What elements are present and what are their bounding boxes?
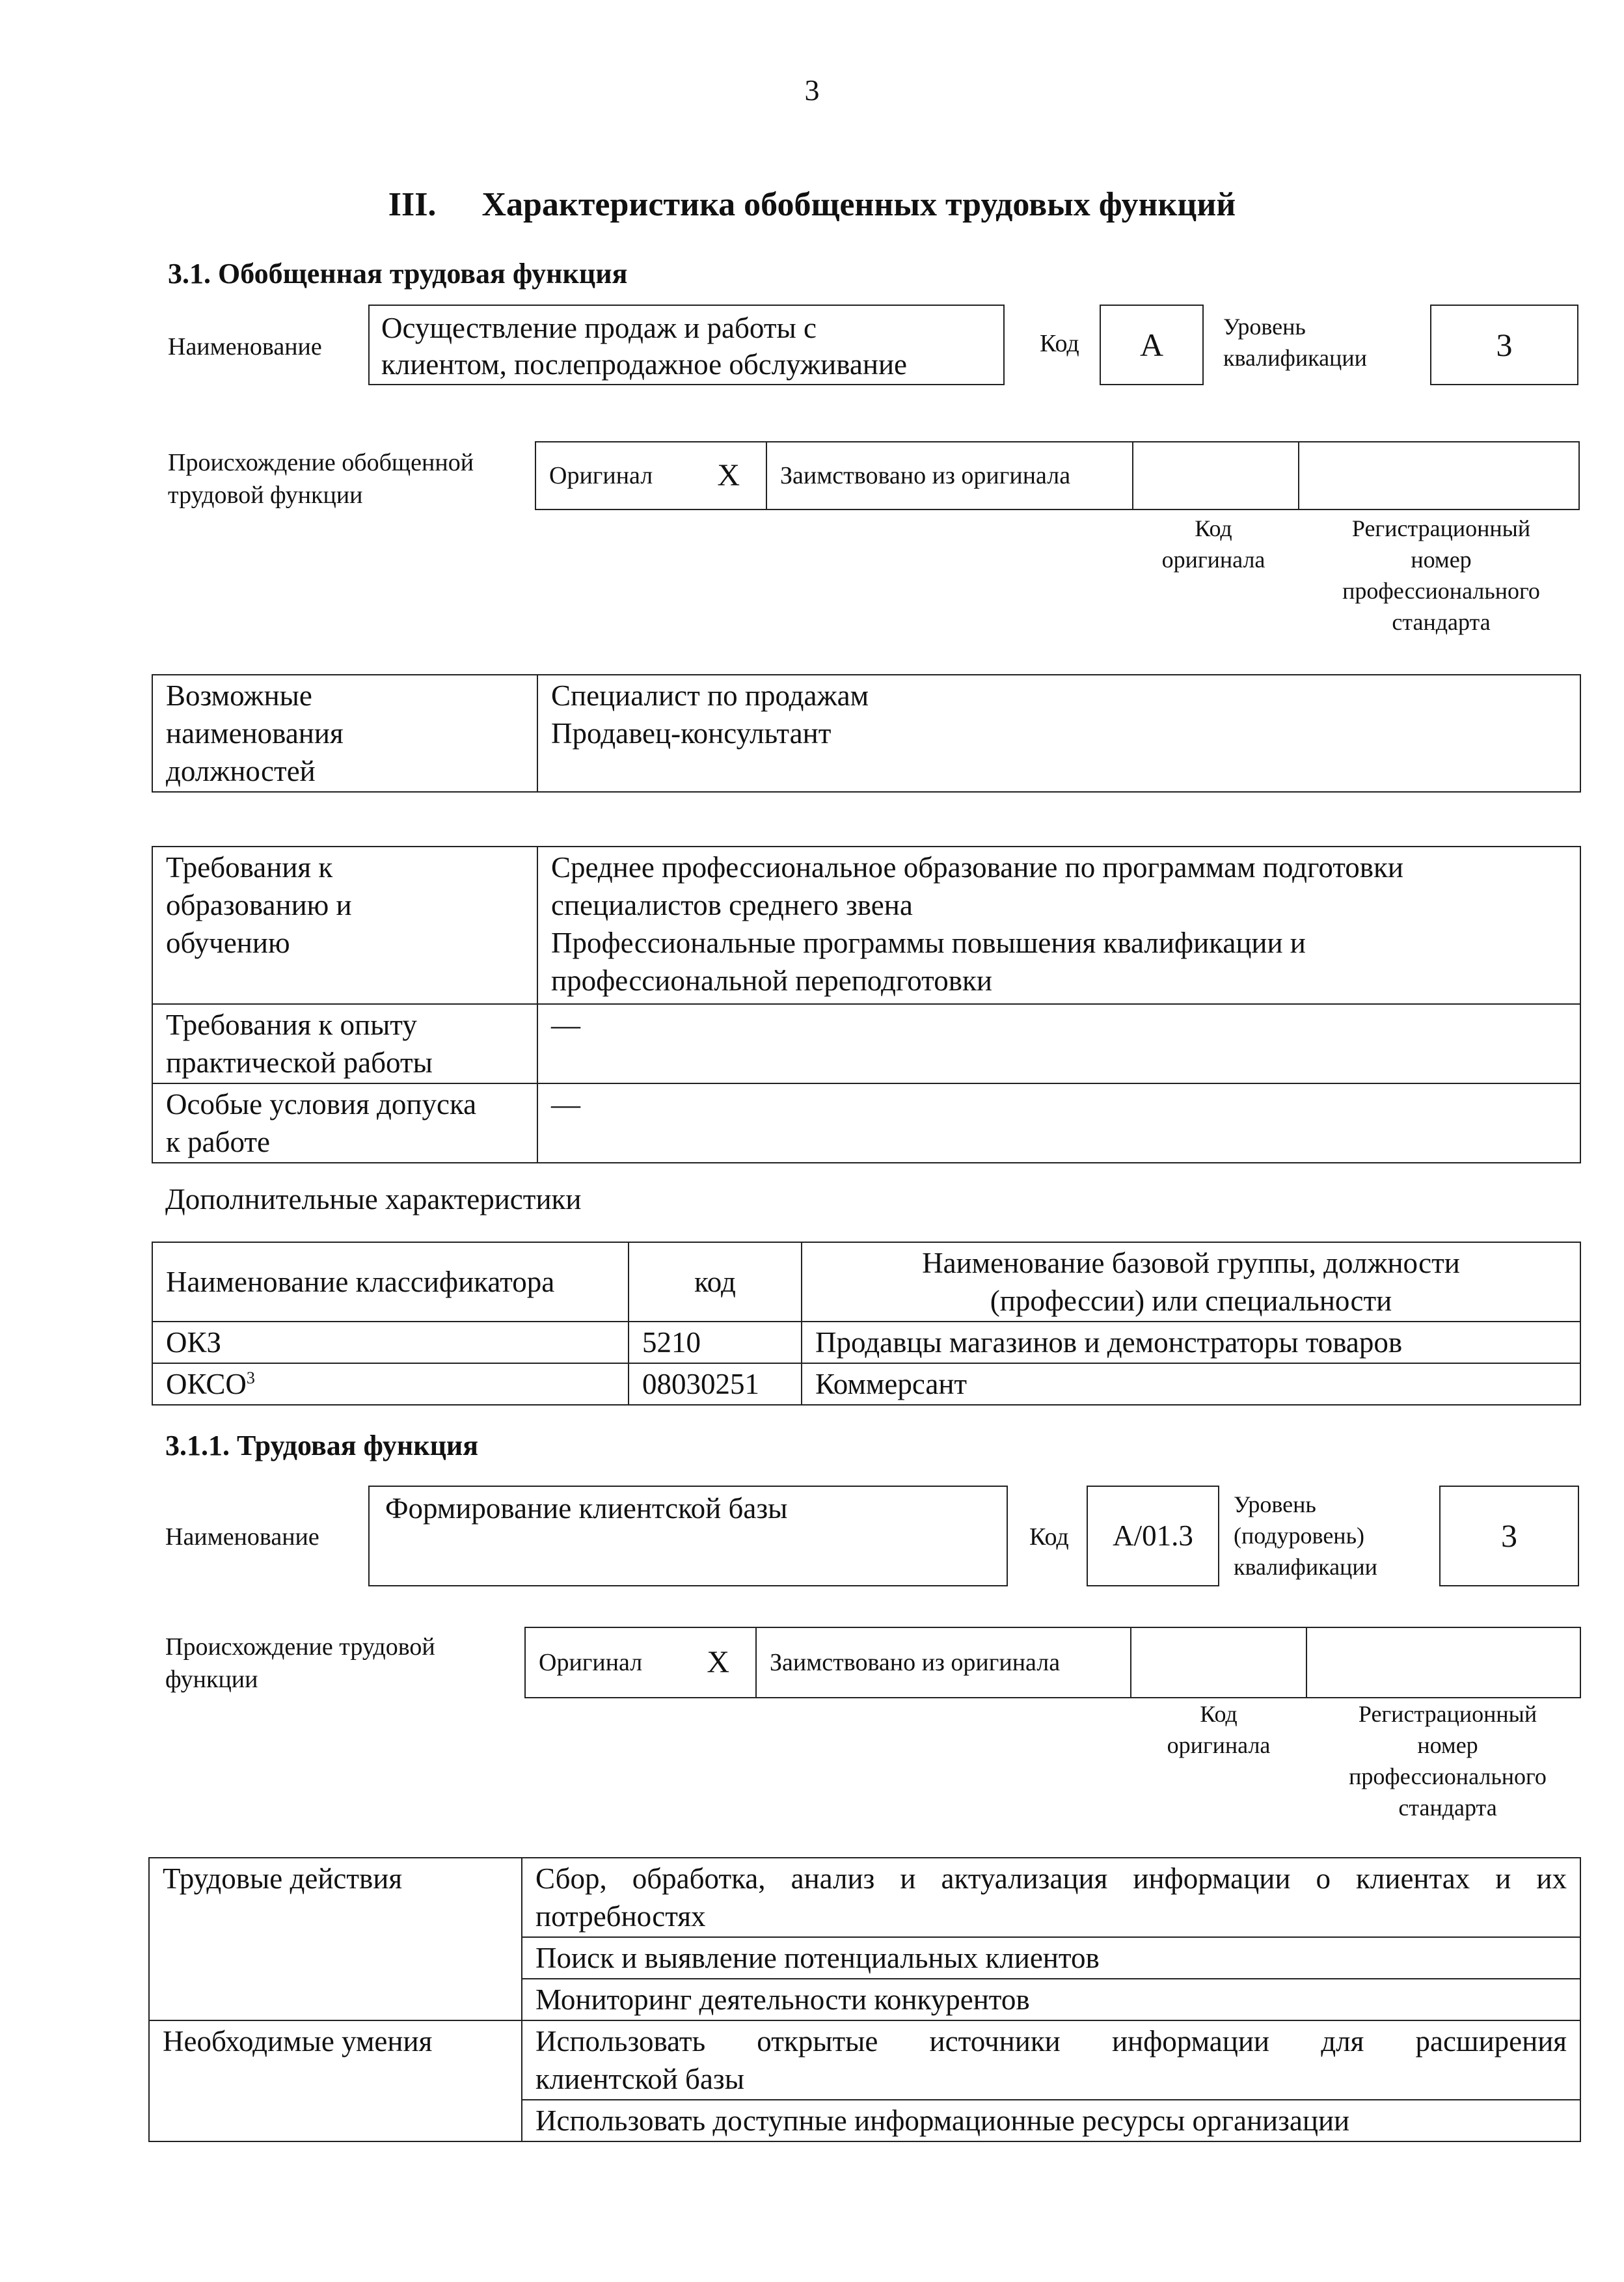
page-number: 3 [804, 74, 820, 107]
otf-level-box: 3 [1430, 305, 1578, 385]
caption-line: номер [1411, 547, 1472, 573]
original-mark: Х [717, 458, 740, 493]
level-label [1223, 311, 1367, 374]
req-label-line: к работе [166, 1126, 271, 1158]
code-cell: 08030251 [629, 1363, 802, 1405]
orig-code-cell [1133, 442, 1299, 509]
action-line: Сбор, обработка, анализ и актуализация информации о клиентах и их [535, 1862, 1567, 1895]
skills-label-cell: Необходимые умения [149, 2020, 522, 2141]
otf-name-line: клиентом, послепродажное обслуживание [381, 348, 908, 381]
req-value-line: Профессиональные программы повышения квалификации и [551, 927, 1306, 959]
section-title: Характеристика обобщенных трудовых функций [481, 186, 1236, 223]
tf-code-box: А/01.3 [1087, 1486, 1219, 1586]
reg-number-cell [1299, 442, 1579, 509]
caption-line: Регистрационный [1358, 1701, 1537, 1727]
positions-label-line: должностей [166, 755, 316, 787]
education-label-cell [152, 847, 537, 1004]
action-item [522, 1858, 1580, 1937]
caption-line: Код [1195, 515, 1232, 541]
work-table [148, 1857, 1581, 2142]
reg-number-caption [1301, 513, 1581, 638]
skill-item: Использовать доступные информационные ресурсы организации [522, 2100, 1580, 2141]
section-3-1-1-title: 3.1.1. Трудовая функция [165, 1430, 479, 1461]
reg-number-caption [1308, 1698, 1588, 1823]
caption-line: профессионального [1349, 1763, 1547, 1789]
actions-label-cell: Трудовые действия [149, 1858, 522, 2020]
tf-level-box: 3 [1439, 1486, 1579, 1586]
name-label: Наименование [168, 333, 322, 360]
skill-line: Использовать открытые источники информации для расширения [535, 2025, 1567, 2058]
origin-original-cell [535, 442, 766, 509]
req-label-line: практической работы [166, 1046, 433, 1079]
classifier-cell [152, 1322, 629, 1363]
col-classifier-header: Наименование классификатора [152, 1242, 629, 1322]
otf-code-box: А [1100, 305, 1204, 385]
tf-name-box: Формирование клиентской базы [368, 1486, 1008, 1586]
req-label-line: обучению [166, 927, 290, 959]
section-3-1-title: 3.1. Обобщенная трудовая функция [168, 258, 628, 290]
level-label-line: Уровень [1234, 1491, 1316, 1517]
col-group-header [802, 1242, 1580, 1322]
tf-origin-label [165, 1631, 435, 1696]
code-label: Код [1040, 330, 1079, 357]
origin-original-cell [525, 1627, 756, 1698]
classifier-name: ОКЗ [166, 1326, 222, 1359]
req-label-line: Требования к опыту [166, 1009, 417, 1041]
caption-line: оригинала [1161, 547, 1265, 573]
additional-table [152, 1242, 1581, 1406]
req-label-line: образованию и [166, 889, 352, 921]
tf-name-label: Наименование [165, 1523, 319, 1551]
header-line: (профессии) или специальности [990, 1284, 1392, 1317]
additional-title: Дополнительные характеристики [165, 1183, 582, 1216]
level-label-line: Уровень [1223, 314, 1306, 340]
footnote-mark: 3 [246, 1368, 255, 1387]
special-conditions-label-cell [152, 1083, 537, 1163]
orig-code-caption [1137, 1698, 1300, 1761]
origin-label-line: трудовой функции [168, 482, 363, 509]
origin-label-line: Происхождение обобщенной [168, 449, 474, 476]
otf-name-box [368, 305, 1005, 385]
code-cell: 5210 [629, 1322, 802, 1363]
page-title [0, 185, 1624, 224]
group-name-cell: Продавцы магазинов и демонстраторы товаров [802, 1322, 1580, 1363]
position-item: Продавец-консультант [551, 717, 832, 750]
req-label-line: Требования к [166, 851, 333, 884]
section-roman-numeral: III. [388, 186, 437, 223]
classifier-name: ОКСО [166, 1368, 247, 1400]
borrowed-cell: Заимствовано из оригинала [766, 442, 1133, 509]
positions-label-cell [152, 675, 537, 792]
caption-line: стандарта [1392, 609, 1491, 635]
level-label-line: квалификации [1234, 1554, 1377, 1580]
positions-value-cell [537, 675, 1580, 792]
otf-name-line: Осуществление продаж и работы с [381, 312, 817, 344]
positions-table [152, 674, 1581, 793]
req-value-line: Среднее профессиональное образование по программам подготовки [551, 851, 1403, 884]
orig-code-caption [1132, 513, 1295, 575]
table-row [152, 1322, 1580, 1363]
skill-line: клиентской базы [535, 2063, 744, 2095]
req-label-line: Особые условия допуска [166, 1088, 477, 1121]
group-name-cell: Коммерсант [802, 1363, 1580, 1405]
tf-origin-table [524, 1627, 1581, 1698]
caption-line: стандарта [1398, 1795, 1497, 1821]
origin-label-line: Происхождение трудовой [165, 1633, 435, 1661]
position-item: Специалист по продажам [551, 679, 869, 712]
original-label: Оригинал [539, 1649, 643, 1676]
header-line: Наименование базовой группы, должности [922, 1247, 1460, 1279]
positions-label-line: наименования [166, 717, 344, 750]
positions-label-line: Возможные [166, 679, 312, 712]
special-conditions-value-cell: — [537, 1083, 1580, 1163]
origin-label-line: функции [165, 1666, 258, 1693]
caption-line: Код [1200, 1701, 1238, 1727]
original-label: Оригинал [549, 462, 653, 489]
level-label-line: квалификации [1223, 345, 1367, 371]
tf-level-label [1234, 1489, 1377, 1582]
experience-value-cell: — [537, 1004, 1580, 1083]
req-value-line: специалистов среднего звена [551, 889, 913, 921]
caption-line: профессионального [1342, 578, 1540, 604]
reg-number-cell [1306, 1627, 1580, 1698]
otf-origin-table [535, 441, 1580, 510]
level-label-line: (подуровень) [1234, 1523, 1364, 1549]
col-code-header: код [629, 1242, 802, 1322]
action-item: Поиск и выявление потенциальных клиентов [522, 1937, 1580, 1979]
action-line: потребностях [535, 1900, 706, 1933]
orig-code-cell [1131, 1627, 1306, 1698]
tf-code-label: Код [1029, 1523, 1069, 1551]
req-value-line: профессиональной переподготовки [551, 964, 992, 997]
borrowed-cell: Заимствовано из оригинала [756, 1627, 1131, 1698]
caption-line: Регистрационный [1351, 515, 1531, 541]
caption-line: номер [1417, 1732, 1478, 1758]
table-row [152, 1363, 1580, 1405]
education-value-cell [537, 847, 1580, 1004]
original-mark: Х [707, 1645, 729, 1679]
origin-label [168, 446, 474, 511]
requirements-table [152, 846, 1581, 1163]
classifier-cell [152, 1363, 629, 1405]
experience-label-cell [152, 1004, 537, 1083]
caption-line: оригинала [1167, 1732, 1271, 1758]
action-item: Мониторинг деятельности конкурентов [522, 1979, 1580, 2020]
skill-item [522, 2020, 1580, 2100]
